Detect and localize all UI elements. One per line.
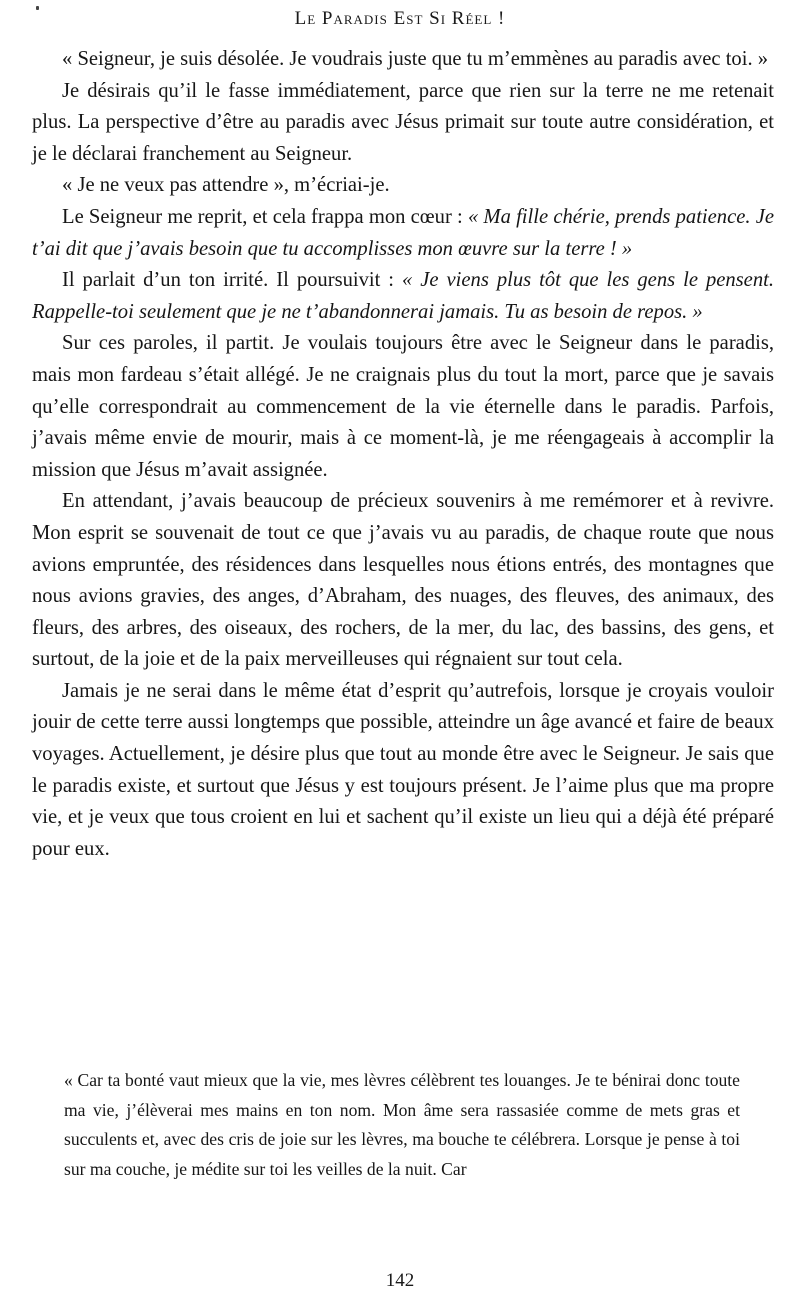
scripture-quote — [64, 1066, 740, 1184]
scripture-quote-text: « Car ta bonté vaut mieux que la vie, mes lèvres célèbrent tes louanges. Je te bénirai donc toute ma vie, j’élèverai mes mains en ton nom. Mon âme sera rassasiée comme de mets gras et succulents et, avec des cris de joie sur les lèvres, ma bouche te célébrera. Lorsque je pense à toi sur ma couche, je médite sur toi les veilles de la nuit. Car — [64, 1070, 740, 1179]
paragraph-reply-lead: Il parlait d’un ton irrité. Il poursuivit : — [62, 269, 403, 292]
paragraph-resolve: Jamais je ne serai dans le même état d’esprit qu’autrefois, lorsque je croyais vouloir jouir de cette terre aussi longtemps que possible, atteindre un âge avancé et faire de beaux voyages. Actuellement, je désire plus que tout au monde être avec le Seigneur. Je sais que le paradis existe, et surtout que Jésus y est toujours présent. Je l’aime plus que ma propre vie, et je veux que tous croient en lui et sachent qu’il existe un lieu qui a déjà été préparé pour eux. — [32, 679, 774, 860]
paragraph-plea: « Seigneur, je suis désolée. Je voudrais juste que tu m’emmènes au paradis avec toi. » — [62, 48, 769, 70]
paragraph-rebuke-lead: Le Seigneur me reprit, et cela frappa mon cœur : — [62, 205, 468, 228]
paragraph-departure: Sur ces paroles, il partit. Je voulais toujours être avec le Seigneur dans le paradis, mais mon fardeau s’était allégé. Je ne craignais plus du tout la mort, parce que je savais qu’elle correspondrait au commencement de la vie éternelle dans le paradis. Parfois, j’avais même envie de mourir, mais à ce moment-là, je me réengageais à accomplir la mission que Jésus m’avait assignée. — [32, 332, 774, 481]
body-text — [32, 44, 774, 865]
paragraph-cry: « Je ne veux pas attendre », m’écriai-je. — [62, 174, 390, 197]
paragraph-rebuke — [32, 202, 774, 265]
paragraph-rebuke-quote: « Ma fille chérie, prends patience. Je t’ai dit que j’avais besoin que tu accomplisses mon œuvre sur la terre ! » — [32, 205, 774, 260]
running-title: Le Paradis Est Si Réel ! — [294, 8, 506, 29]
paragraph-reply — [32, 265, 774, 328]
paragraph-desire: Je désirais qu’il le fasse immédiatement, parce que rien sur la terre ne me retenait plus. La perspective d’être au paradis avec Jésus primait sur toute autre considération, et je le déclarai franchement au Seigneur. — [32, 79, 774, 165]
paragraph-memories: En attendant, j’avais beaucoup de précieux souvenirs à me remémorer et à revivre. Mon esprit se souvenait de tout ce que j’avais vu au paradis, de chaque route que nous avions empruntée, des résidences dans lesquelles nous étions entrés, des montagnes que nous avions gravies, des anges, d’Abraham, des nuages, des fleuves, des animaux, des fleurs, des arbres, des oiseaux, des rochers, de la mer, du lac, des bassins, des gens, et surtout, de la joie et de la paix merveilleuses qui régnaient sur tout cela. — [32, 490, 774, 671]
page-number: 142 — [385, 1270, 415, 1291]
paragraph-reply-quote: « Je viens plus tôt que les gens le pensent. Rappelle-toi seulement que je ne t’abandonnerai jamais. Tu as besoin de repos. » — [32, 269, 774, 323]
